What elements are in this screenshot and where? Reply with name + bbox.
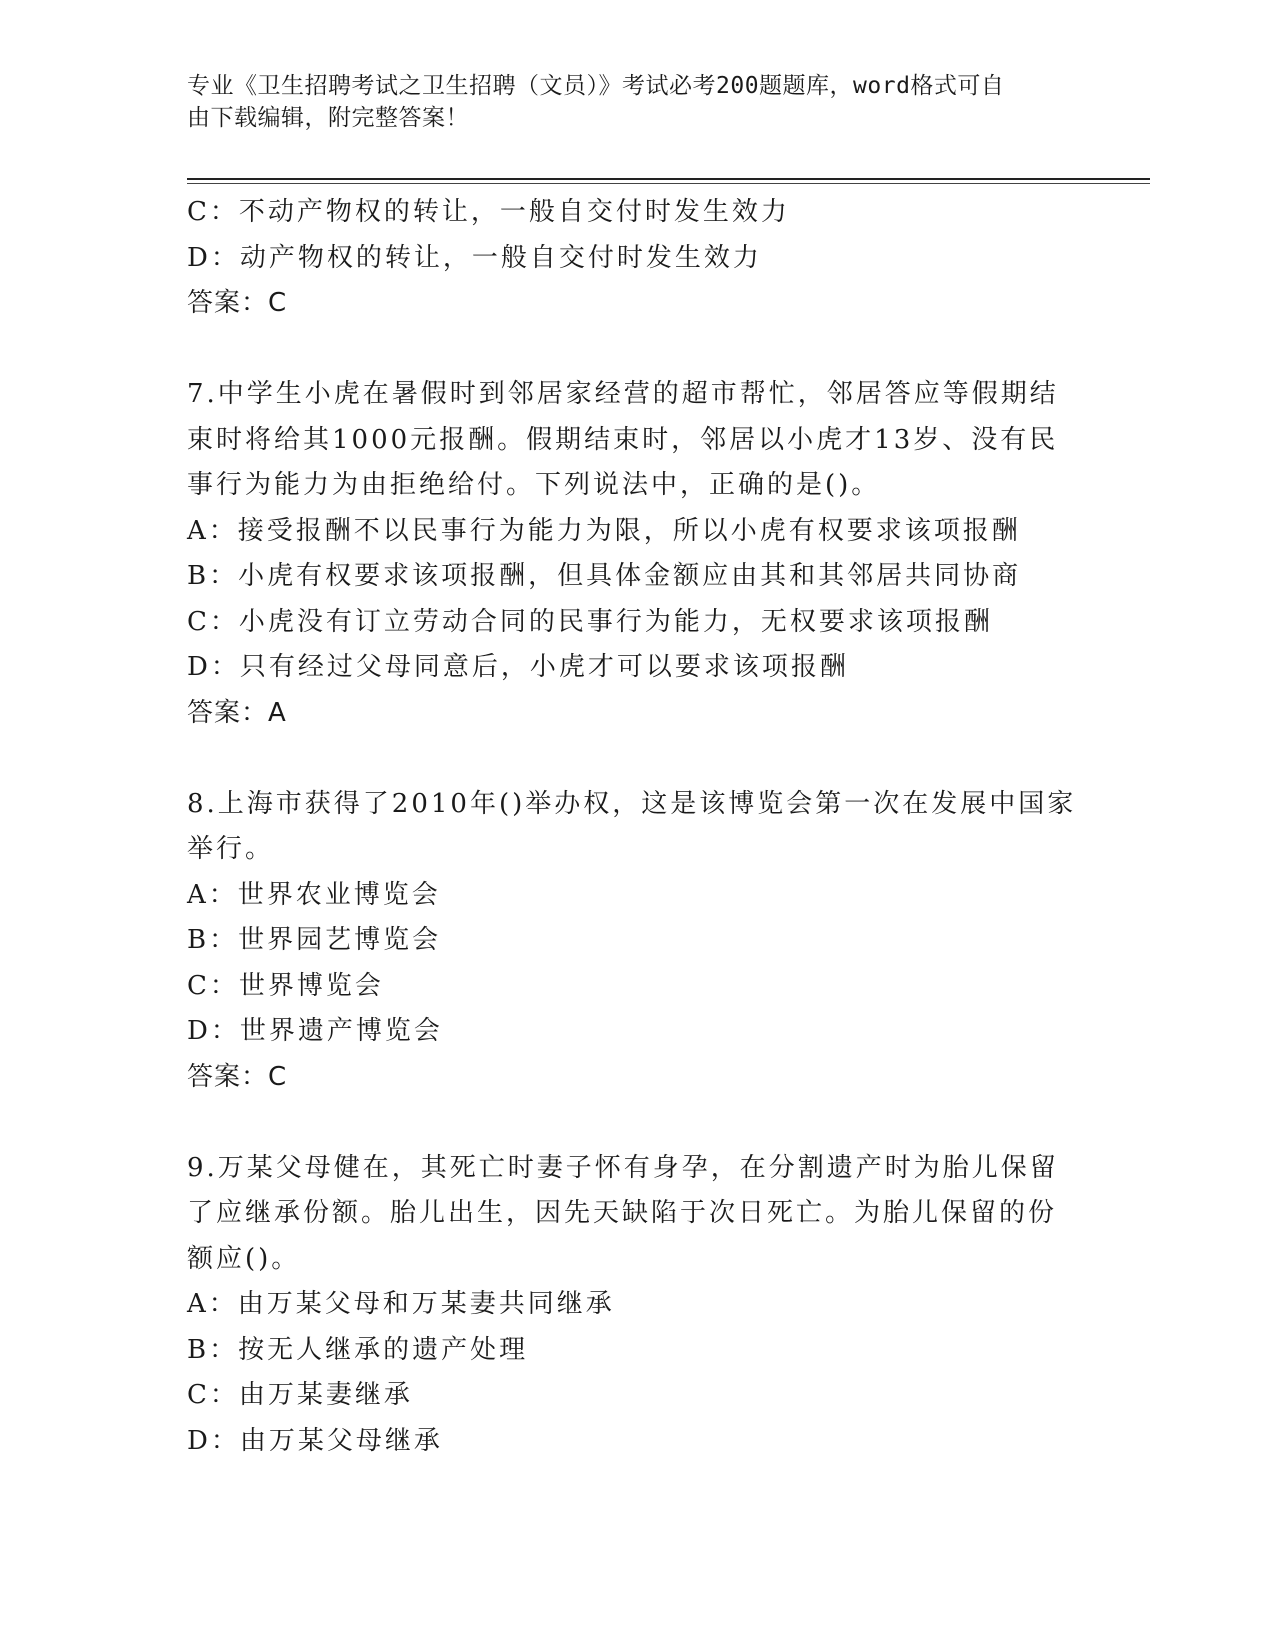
question-stem-line: 事行为能力为由拒绝给付。下列说法中，正确的是()。: [187, 470, 881, 500]
option-b: B：按无人继承的遗产处理: [187, 1334, 529, 1365]
question-stem-line: 7.中学生小虎在暑假时到邻居家经营的超市帮忙，邻居答应等假期结: [187, 379, 1059, 409]
question-stem-line: 束时将给其1000元报酬。假期结束时，邻居以小虎才13岁、没有民: [187, 424, 1059, 455]
previous-question-tail: [187, 190, 1087, 327]
option-a: A：由万某父母和万某妻共同继承: [187, 1289, 615, 1319]
spacer: [187, 736, 1087, 782]
document-header: [187, 70, 1087, 134]
question-8: [187, 782, 1087, 1101]
question-stem-line: 8.上海市获得了2010年()举办权，这是该博览会第一次在发展中国家: [187, 788, 1077, 819]
question-9: [187, 1146, 1087, 1465]
question-7: [187, 372, 1087, 736]
option-d: D：只有经过父母同意后，小虎才可以要求该项报酬: [187, 652, 849, 682]
document-body: [187, 190, 1087, 1464]
header-line-2: 由下载编辑，附完整答案！: [187, 105, 469, 131]
option-c: C：世界博览会: [187, 970, 384, 1001]
option-b: B：小虎有权要求该项报酬，但具体金额应由其和其邻居共同协商: [187, 561, 1022, 591]
answer-line: 答案：C: [187, 1061, 288, 1092]
question-stem-line: 了应继承份额。胎儿出生，因先天缺陷于次日死亡。为胎儿保留的份: [187, 1198, 1058, 1228]
question-stem-line: 举行。: [187, 834, 275, 864]
option-c: C：由万某妻继承: [187, 1380, 413, 1410]
question-stem-line: 额应()。: [187, 1243, 301, 1274]
option-c: C：小虎没有订立劳动合同的民事行为能力，无权要求该项报酬: [187, 606, 993, 637]
question-stem-line: 9.万某父母健在，其死亡时妻子怀有身孕，在分割遗产时为胎儿保留: [187, 1152, 1059, 1183]
header-divider-thick: [187, 178, 1150, 180]
header-line-1: 专业《卫生招聘考试之卫生招聘（文员）》考试必考200题题库，word格式可自: [187, 73, 1005, 99]
answer-line: 答案：C: [187, 288, 288, 318]
option-a: A：世界农业博览会: [187, 879, 441, 910]
spacer: [187, 327, 1087, 373]
option-d: D：动产物权的转让，一般自交付时发生效力: [187, 242, 762, 273]
option-d: D：世界遗产博览会: [187, 1016, 443, 1046]
answer-line: 答案：A: [187, 697, 287, 728]
option-c: C：不动产物权的转让，一般自交付时发生效力: [187, 197, 790, 227]
option-b: B：世界园艺博览会: [187, 925, 442, 955]
header-divider-thin: [187, 183, 1150, 184]
option-a: A：接受报酬不以民事行为能力为限，所以小虎有权要求该项报酬: [187, 515, 1021, 546]
spacer: [187, 1100, 1087, 1146]
option-d: D：由万某父母继承: [187, 1425, 443, 1456]
